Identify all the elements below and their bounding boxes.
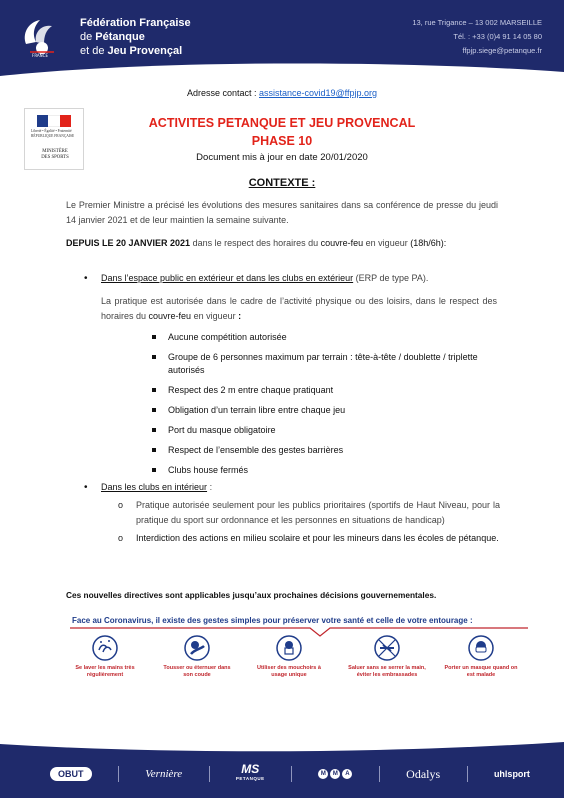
geste-label: Se laver les mains très régulièrement xyxy=(75,665,135,678)
depuis-end: en vigueur xyxy=(363,238,411,248)
list-item: Obligation d’un terrain libre entre chaque jeu xyxy=(150,404,510,417)
cough-elbow-icon xyxy=(183,634,211,662)
sponsor-ms-logo: MS PETANQUE xyxy=(235,762,265,781)
ministere-motto: Liberté • Égalité • Fraternité RÉPUBLIQUE FRANÇAISE xyxy=(31,129,75,138)
intro-end: en vigueur xyxy=(191,311,239,321)
intro-couvre-feu: couvre-feu xyxy=(148,311,192,321)
contact-label: Adresse contact : xyxy=(186,88,259,98)
bullet-dot-icon: • xyxy=(84,482,88,493)
no-handshake-icon xyxy=(373,634,401,662)
geste-no-handshake xyxy=(348,634,426,679)
contact-address xyxy=(0,88,564,98)
sponsor-uhlsport-logo: uhlsport xyxy=(493,769,530,779)
header-wave xyxy=(0,58,564,76)
geste-wash-hands xyxy=(66,634,144,679)
sponsor-divider xyxy=(467,766,468,782)
org-line1: Fédération Française xyxy=(80,17,191,29)
footer-wave xyxy=(0,740,564,758)
final-note: Ces nouvelles directives sont applicables jusqu’aux prochaines décisions gouvernementales. xyxy=(66,590,437,600)
header-email[interactable]: ffpjp.siege@petanque.fr xyxy=(462,46,542,55)
section-public-suffix: (ERP de type PA). xyxy=(353,273,429,283)
org-line2-bold: Pétanque xyxy=(95,31,145,43)
sponsor-verniere-logo: Vernière xyxy=(145,768,183,780)
list-item: Respect des 2 m entre chaque pratiquant xyxy=(150,384,510,397)
depuis-mid: dans le respect des horaires du xyxy=(190,238,321,248)
sponsors-row xyxy=(50,762,530,786)
contact-email-link[interactable]: assistance-covid19@ffpjp.org xyxy=(259,88,378,98)
org-line2-prefix: de xyxy=(80,31,96,43)
depuis-couvre-feu: couvre-feu xyxy=(320,238,364,248)
header-contact xyxy=(412,16,542,58)
intro-colon: : xyxy=(238,311,242,321)
bullet-dot-icon: • xyxy=(84,273,88,284)
geste-mask xyxy=(442,634,520,679)
header-address: 13, rue Trigance – 13 002 MARSEILLE xyxy=(412,18,542,27)
sponsor-odalys-logo: Odalys xyxy=(406,766,441,781)
mask-icon xyxy=(467,634,495,662)
intro-start: La pratique est autorisée dans le cadre de l’activité physique ou des loisirs, dans le respect des horaires du xyxy=(101,296,497,321)
ministere-name: MINISTÈRE DES SPORTS xyxy=(41,149,69,160)
list-item: Aucune compétition autorisée xyxy=(150,331,510,344)
document-update-date: Document mis à jour en date 20/01/2020 xyxy=(196,152,368,163)
contexte-heading: CONTEXTE : xyxy=(248,177,316,189)
public-rules-list xyxy=(150,331,510,477)
geste-label: Saluer sans se serrer la main, éviter les embrassades xyxy=(348,665,426,678)
geste-label: Utiliser des mouchoirs à usage unique xyxy=(257,665,321,678)
depuis-hours: (18h/6h): xyxy=(410,238,447,248)
federation-logo-icon xyxy=(18,14,62,58)
list-item: Groupe de 6 personnes maximum par terrain : tête-à-tête / doublette / triplette autorisés xyxy=(150,351,510,377)
sponsor-divider xyxy=(291,766,292,782)
section-public-intro xyxy=(101,294,497,324)
list-item: o Interdiction des actions en milieu scolaire et pour les mineurs dans les écoles de pétanque. xyxy=(118,531,500,546)
document-phase: PHASE 10 xyxy=(251,134,313,148)
org-line3-prefix: et de xyxy=(80,45,108,57)
depuis-date: DEPUIS LE 20 JANVIER 2021 xyxy=(66,238,191,248)
list-item: Respect de l’ensemble des gestes barrières xyxy=(150,444,510,457)
document-title: ACTIVITES PETANQUE ET JEU PROVENCAL xyxy=(148,116,416,130)
geste-label: Porter un masque quand on est malade xyxy=(444,665,518,678)
footer-band xyxy=(0,740,564,798)
org-line3-bold: Jeu Provençal xyxy=(107,45,183,57)
geste-tissue xyxy=(250,634,328,679)
wash-hands-icon xyxy=(91,634,119,662)
gestes-row xyxy=(66,634,528,694)
banner-title: Face au Coronavirus, il existe des gestes simples pour préserver votre santé et celle de votre entourage : xyxy=(72,616,473,625)
contexte-paragraph: Le Premier Ministre a précisé les évolutions des mesures sanitaires dans sa conférence de presse du jeudi 14 janvier 2021 et de leur maintien la semaine suivante. xyxy=(66,200,498,225)
list-item: Port du masque obligatoire xyxy=(150,424,510,437)
sponsor-divider xyxy=(209,766,210,782)
header-phone: Tél. : +33 (0)4 91 14 05 80 xyxy=(453,32,542,41)
sponsor-divider xyxy=(379,766,380,782)
interieur-list xyxy=(118,498,500,546)
sponsor-obut-logo: OBUT xyxy=(50,767,92,781)
tissue-icon xyxy=(275,634,303,662)
geste-label: Tousser ou éternuer dans son coude xyxy=(163,665,231,678)
header-band xyxy=(0,0,564,76)
organization-name xyxy=(80,16,191,58)
sponsor-divider xyxy=(118,766,119,782)
list-item: Clubs house fermés xyxy=(150,464,510,477)
geste-cough-elbow xyxy=(158,634,236,679)
coronavirus-banner xyxy=(66,608,528,694)
svg-text:FRANCE: FRANCE xyxy=(32,53,48,58)
section-interieur-label: Dans les clubs en intérieur xyxy=(101,482,208,492)
section-public-label: Dans l’espace public en extérieur et dans les clubs en extérieur xyxy=(101,273,354,283)
depuis-line xyxy=(66,238,506,248)
sponsor-mma-logo: M M A xyxy=(318,769,352,779)
list-item: o Pratique autorisée seulement pour les publics prioritaires (sportifs de Haut Niveau, pour la pratique du sport sur ordonnance et les personnes en situations de handicap) xyxy=(118,498,500,528)
section-interieur-suffix: : xyxy=(207,482,213,492)
